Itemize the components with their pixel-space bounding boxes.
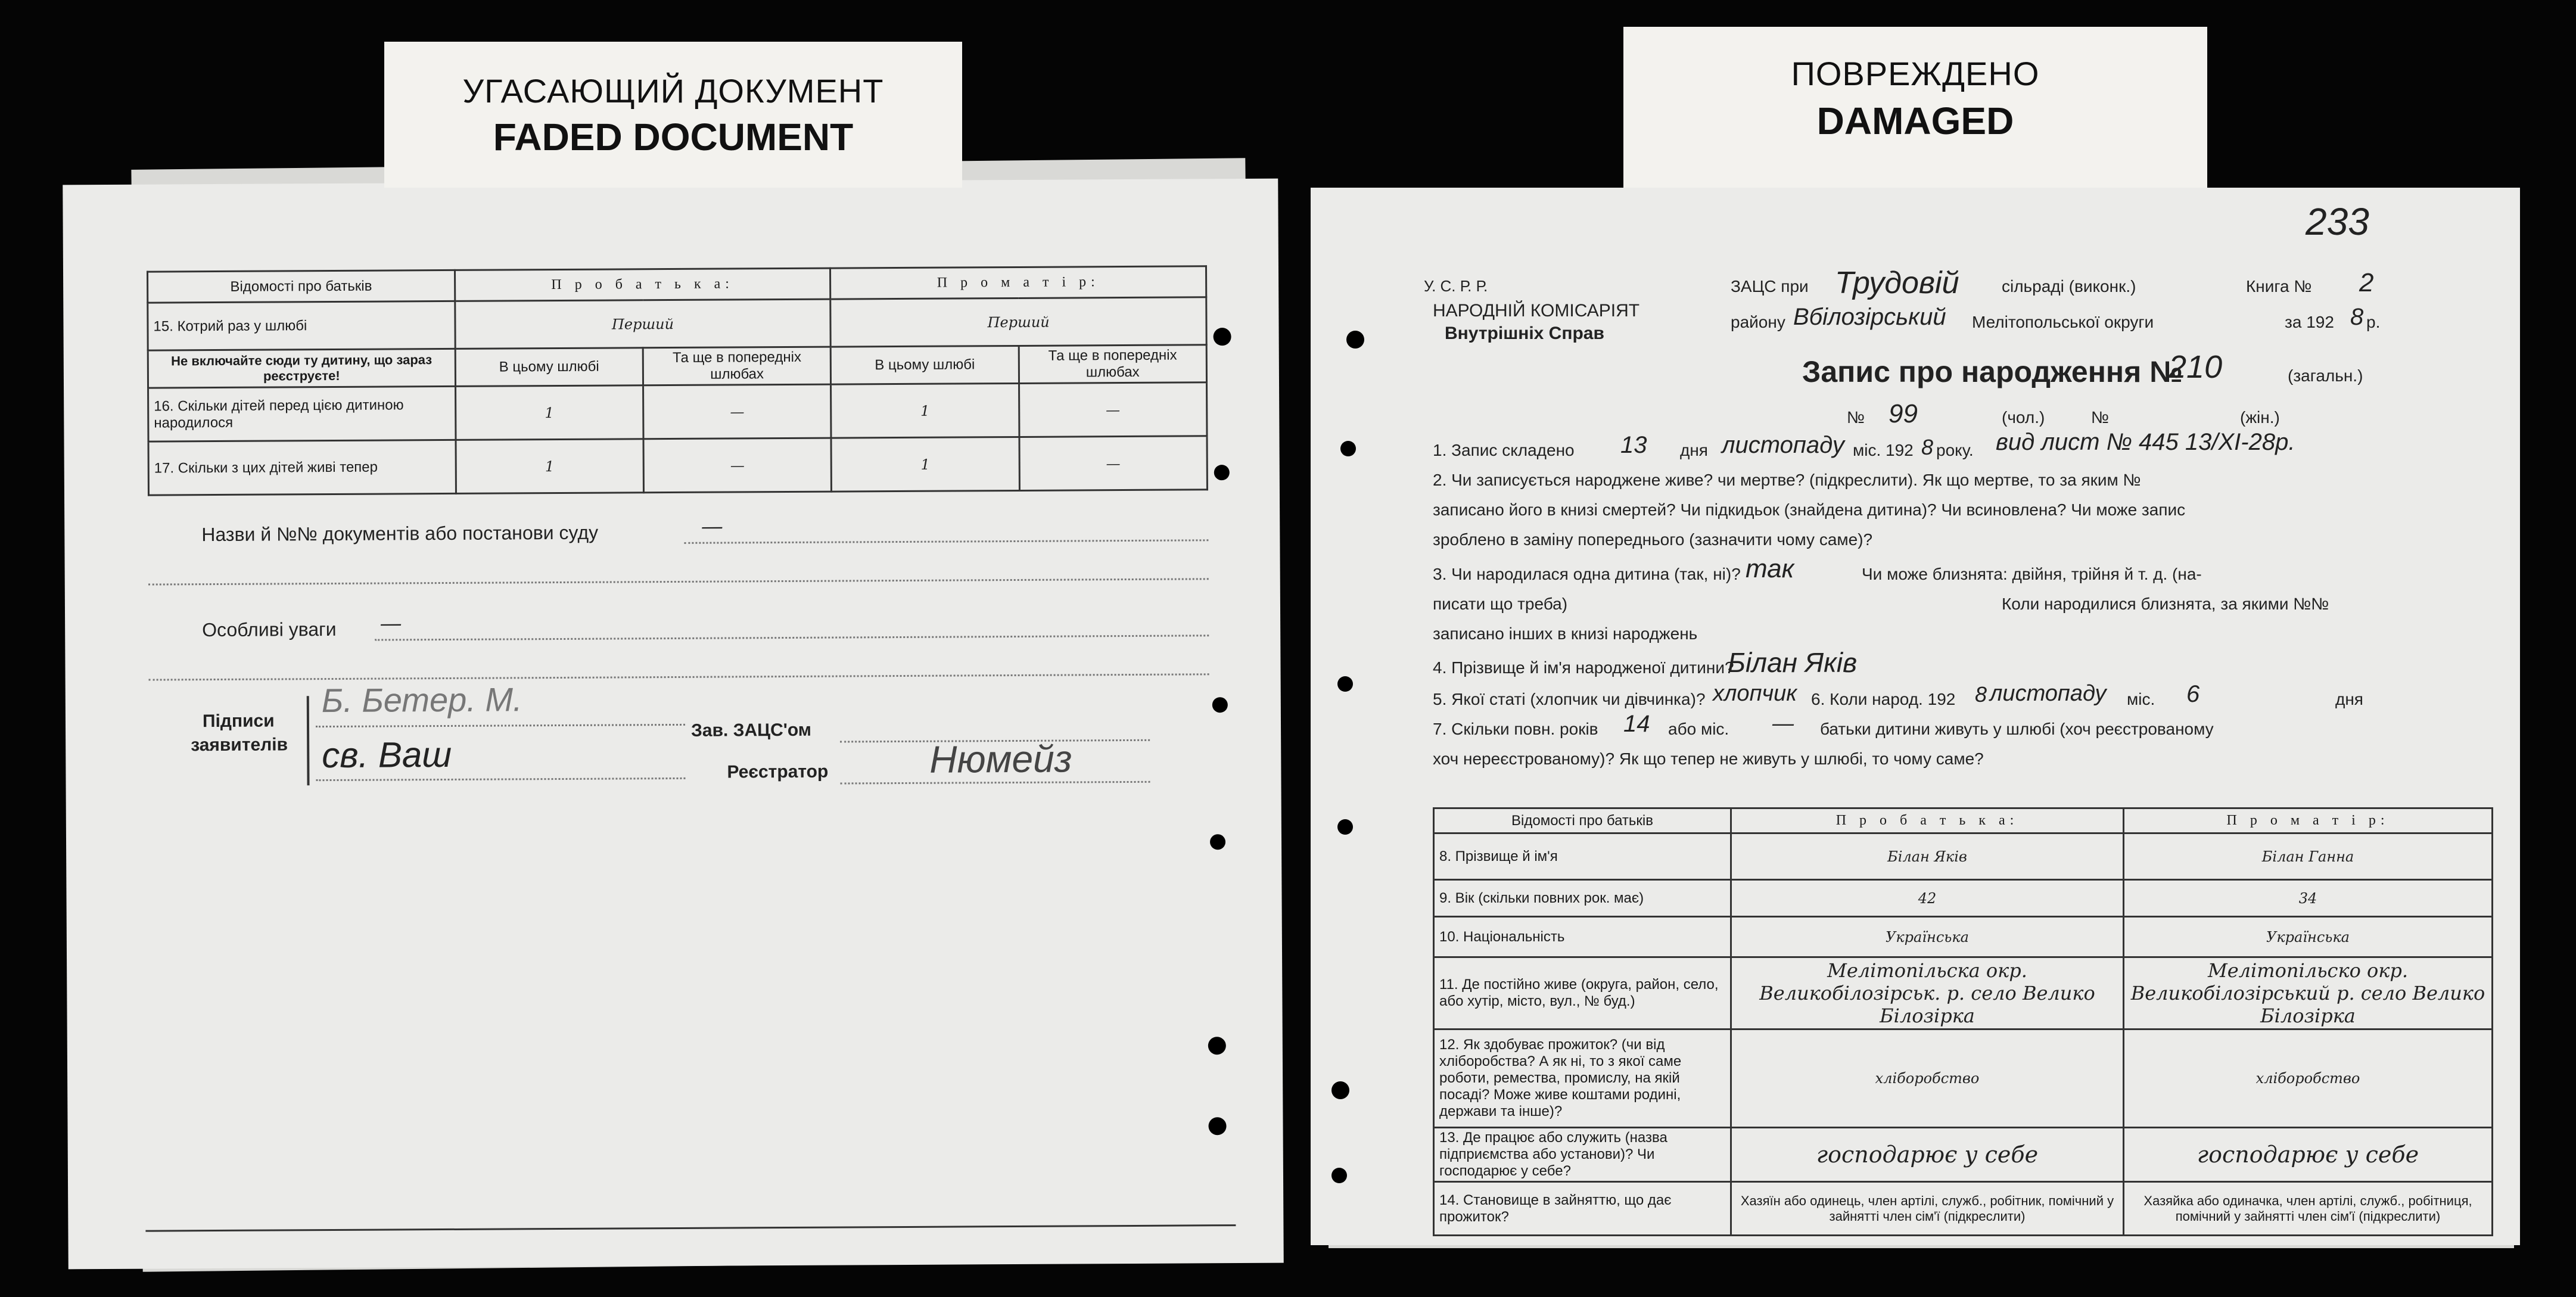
divider <box>149 673 1209 680</box>
damaged-label <box>1623 27 2207 188</box>
row12-father: хліборобство <box>1731 1029 2124 1128</box>
year-suffix: р. <box>2366 313 2381 331</box>
divider <box>148 578 1209 585</box>
line6-mid: міс. <box>2127 690 2155 708</box>
punch-hole <box>1210 834 1225 850</box>
signature-2: св. Ваш <box>322 734 452 776</box>
line1-text: 1. Запис складено <box>1433 441 1575 459</box>
header-internal-affairs: Внутрішніх Справ <box>1445 324 1604 343</box>
line4-text: 4. Прізвище й ім'я народженої дитини? <box>1433 658 1734 677</box>
divider <box>375 634 1209 640</box>
punch-hole <box>1331 1081 1349 1099</box>
line6-year: 8 <box>1975 682 1987 707</box>
row17-label: 17. Скільки з цих дітей живі тепер <box>148 440 456 495</box>
signature-brace <box>307 696 310 785</box>
sub-in-this: В цьому шлюбі <box>455 348 643 387</box>
book-value: 2 <box>2359 268 2374 297</box>
row14-mother: Хазяйка або одиначка, член артілі, служб., робітниця, помічний у зайнятті член сім'ї (підкреслити) <box>2124 1182 2493 1236</box>
row17-value: 1 <box>456 439 644 494</box>
punch-hole <box>1337 676 1353 692</box>
line7-years: 14 <box>1623 711 1650 737</box>
row16-value: 1 <box>455 385 643 440</box>
row13-father: господарює у себе <box>1731 1128 2124 1182</box>
divider <box>316 724 685 727</box>
line1-tail: міс. 192 <box>1853 441 1914 459</box>
sub-in-prev: Та ще в попередніх шлюбах <box>643 347 831 385</box>
row10-label: 10. Національність <box>1434 917 1731 957</box>
okruha: Мелітопольської округи <box>1972 313 2154 331</box>
female-no-label: № <box>2091 408 2110 427</box>
row17-value: — <box>643 438 832 493</box>
left-page <box>63 179 1284 1270</box>
faded-label-en: FADED DOCUMENT <box>493 116 854 158</box>
punch-hole <box>1214 465 1230 480</box>
line1-mid: дня <box>1680 441 1708 459</box>
row11-mother: Мелітопільско окр. Великобілозірський р. село Велико Білозірка <box>2124 957 2493 1029</box>
line7-tail: або міс. <box>1668 720 1729 738</box>
line1-year: 8 <box>1921 435 1934 459</box>
male-no: 99 <box>1889 399 1918 428</box>
line7-months: — <box>1772 711 1794 735</box>
damaged-label-ru: ПОВРЕЖДЕНО <box>1791 55 2040 92</box>
sub-in-prev: Та ще в попередніх шлюбах <box>1019 345 1207 384</box>
line5-value: хлопчик <box>1713 681 1797 706</box>
line1-month: листопаду <box>1722 432 1844 458</box>
line1-day: 13 <box>1620 432 1647 458</box>
damaged-label-en: DAMAGED <box>1816 99 2014 142</box>
line6-month: листопаду <box>1990 681 2107 706</box>
zags-suffix: сільраді (виконк.) <box>2002 277 2136 296</box>
rayon-prefix: району <box>1731 313 1785 331</box>
punch-hole <box>1346 331 1364 349</box>
line1-note: вид лист № 445 13/ХІ-28р. <box>1996 429 2295 455</box>
year-value: 8 <box>2350 304 2364 330</box>
line3c-text: записано інших в книзі народжень <box>1433 624 1698 643</box>
row10-father: Українська <box>1731 917 2124 957</box>
divider <box>841 781 1150 785</box>
row16-value: 1 <box>831 383 1019 438</box>
table-header-mother: П р о м а т і р: <box>2124 808 2493 833</box>
line2c-text: зроблено в заміну попереднього (зазначити чому саме)? <box>1433 530 1873 549</box>
row16-value: — <box>1019 382 1207 437</box>
page-bottom-line <box>145 1224 1236 1232</box>
row15-label: 15. Котрий раз у шлюбі <box>148 301 455 350</box>
head-label: Зав. ЗАЦС'ом <box>690 720 812 741</box>
line6-end: дня <box>2335 690 2363 708</box>
row17-value: 1 <box>831 437 1019 492</box>
signatures-label: заявителів <box>191 735 288 755</box>
record-number: 210 <box>2169 349 2223 385</box>
year-prefix: за 192 <box>2285 313 2334 331</box>
row17-value: — <box>1019 436 1208 491</box>
row9-father: 42 <box>1731 880 2124 917</box>
male-no-label: № <box>1847 408 1865 427</box>
row8-mother: Білан Ганна <box>2124 833 2493 880</box>
line3-value: так <box>1746 554 1794 583</box>
row15-note: Не включайте сюди ту дитину, що зараз реєструєте! <box>148 349 455 388</box>
line1-end: року. <box>1936 441 1974 459</box>
signature-1: Б. Бетер. М. <box>321 680 522 720</box>
zags-name: Трудовій <box>1835 266 1959 300</box>
table-header-father: П р о б а т ь к а: <box>1731 808 2124 833</box>
row10-mother: Українська <box>2124 917 2493 957</box>
row12-label: 12. Як здобуває прожиток? (чи від хліборобства? А як ні, то з якої саме роботи, ремества, промислу, на якій посаді? Може живе коштами родині, держави та інше)? <box>1434 1029 1731 1128</box>
registrar-signature: Нюмейз <box>929 737 1072 781</box>
line7-end: батьки дитини живуть у шлюбі (хоч реєстрованому <box>1820 720 2214 738</box>
docs-label: Назви й №№ документів або постанови суду <box>201 521 599 546</box>
divider <box>316 777 685 781</box>
faded-document-label <box>384 42 962 188</box>
row12-mother: хліборобство <box>2124 1029 2493 1128</box>
row16-label: 16. Скільки дітей перед цією дитиною народилося <box>148 386 456 441</box>
row9-mother: 34 <box>2124 880 2493 917</box>
row15-mother: Перший <box>830 297 1206 347</box>
row11-label: 11. Де постійно живе (округа, район, село, або хутір, місто, вул., № буд.) <box>1434 957 1731 1029</box>
line5-text: 5. Якої статі (хлопчик чи дівчинка)? <box>1433 690 1706 708</box>
line3b-text: писати що треба) <box>1433 595 1568 613</box>
header-commissariat: НАРОДНІЙ КОМІСАРІЯТ <box>1433 301 1640 321</box>
row8-label: 8. Прізвище й ім'я <box>1434 833 1731 880</box>
punch-hole <box>1340 441 1356 456</box>
punch-hole <box>1212 697 1228 713</box>
faded-label-ru: УГАСАЮЩИЙ ДОКУМЕНТ <box>462 72 884 110</box>
zags-prefix: ЗАЦС при <box>1731 277 1809 296</box>
row15-father: Перший <box>455 299 830 349</box>
registrar-label: Реєстратор <box>727 761 829 782</box>
rayon-name: Вбілозірський <box>1793 304 1946 330</box>
male-label: (чол.) <box>2002 408 2045 427</box>
line3-text: 3. Чи народилася одна дитина (так, ні)? <box>1433 565 1741 583</box>
table-header-mother: П р о м а т і р: <box>830 266 1206 299</box>
page-number: 233 <box>2306 200 2369 243</box>
row13-mother: господарює у себе <box>2124 1128 2493 1182</box>
line2b-text: записано його в книзі смертей? Чи підкидьок (знайдена дитина)? Чи всиновлена? Чи може запис <box>1433 500 2186 519</box>
divider <box>684 539 1208 544</box>
row14-father: Хазяїн або одинець, член артілі, служб., робітник, помічний у зайнятті член сім'ї (підкреслити) <box>1731 1182 2124 1236</box>
line6-text: 6. Коли народ. 192 <box>1811 690 1956 708</box>
line4-value: Білан Яків <box>1728 647 1858 678</box>
sub-in-this: В цьому шлюбі <box>831 346 1019 384</box>
row8-father: Білан Яків <box>1731 833 2124 880</box>
table-header: Відомості про батьків <box>148 270 455 303</box>
signatures-label: Підписи <box>202 711 275 732</box>
punch-hole <box>1337 819 1353 835</box>
docs-value: — <box>702 515 723 538</box>
left-parents-table <box>147 265 1208 496</box>
book-label: Книга № <box>2246 277 2312 296</box>
notes-label: Особливі уваги <box>202 618 337 641</box>
header-ussr: У. С. Р. Р. <box>1424 277 1488 295</box>
table-header: Відомості про батьків <box>1434 808 1731 833</box>
line2-text: 2. Чи записується народжене живе? чи мертве? (підкреслити). Як що мертве, то за яким № <box>1433 471 2141 489</box>
notes-value: — <box>381 612 402 635</box>
right-page <box>1311 188 2520 1245</box>
line3-tail: Чи може близнята: двійня, трійня й т. д. (на- <box>1862 565 2202 583</box>
record-title: Запис про народження № <box>1802 355 2183 388</box>
row16-value: — <box>643 384 832 439</box>
row11-father: Мелітопільска окр. Великобілозірськ. р. село Велико Білозірка <box>1731 957 2124 1029</box>
punch-hole <box>1214 328 1231 346</box>
row9-label: 9. Вік (скільки повних рок. має) <box>1434 880 1731 917</box>
table-header-father: П р о б а т ь к а: <box>455 268 830 301</box>
right-parents-table <box>1433 807 2493 1236</box>
line3b-tail: Коли народилися близнята, за якими №№ <box>2002 595 2329 613</box>
line7b-text: хоч нереєстрованому)? Як що тепер не живуть у шлюбі, то чому саме? <box>1433 749 1984 768</box>
line6-day: 6 <box>2186 681 2200 707</box>
line7-text: 7. Скільки повн. років <box>1433 720 1598 738</box>
punch-hole <box>1208 1037 1226 1055</box>
record-general: (загальн.) <box>2288 366 2363 385</box>
row13-label: 13. Де працює або служить (назва підприємства або установи)? Чи господарює у себе? <box>1434 1128 1731 1182</box>
row14-label: 14. Становище в зайняттю, що дає прожиток? <box>1434 1182 1731 1236</box>
female-label: (жін.) <box>2240 408 2280 427</box>
punch-hole <box>1208 1117 1226 1135</box>
punch-hole <box>1331 1168 1347 1183</box>
